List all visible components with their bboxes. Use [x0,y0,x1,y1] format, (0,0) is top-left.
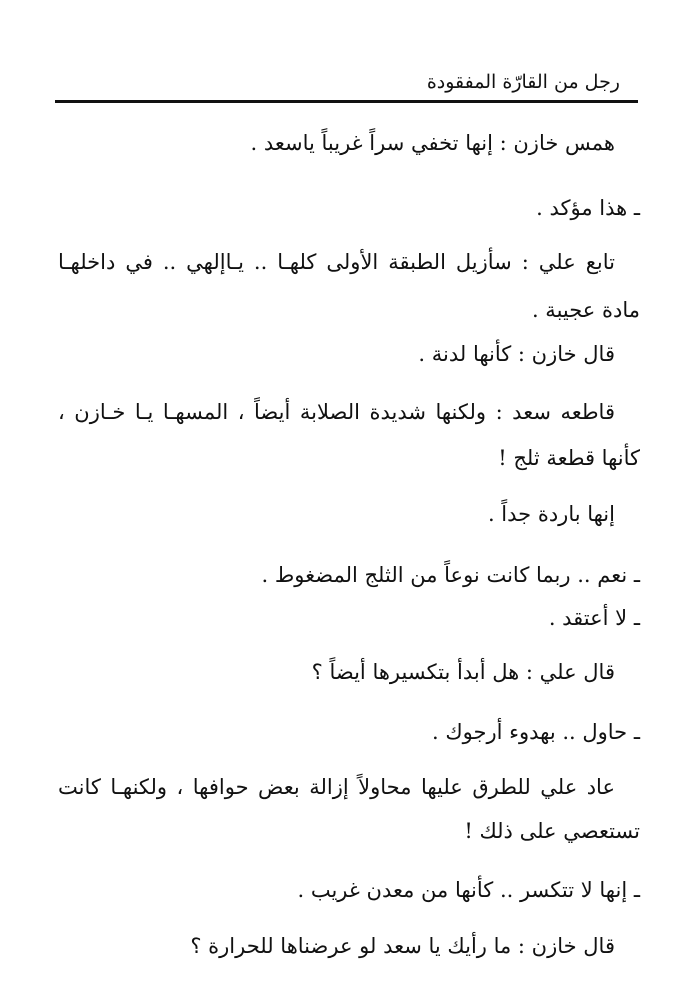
text-line: إنها باردة جداً . [487,502,615,526]
text-line: ـ لا أعتقد . [548,606,640,630]
text-line: تستعصي على ذلك ! [464,819,640,843]
text-line: عاد علي للطرق عليها محاولاً إزالة بعض حوافها ، ولكنهـا كانت [58,775,615,799]
text-line: ـ نعم .. ربما كانت نوعاً من الثلج المضغوط . [261,563,640,587]
text-line: ـ إنها لا تتكسر .. كأنها من معدن غريب . [297,878,640,902]
text-line: قال خازن : كأنها لدنة . [418,342,615,366]
text-line: ـ حاول .. بهدوء أرجوك . [431,720,640,744]
text-line: تابع علي : سأزيل الطبقة الأولى كلهـا .. يـاإلهي .. في داخلهـا [58,250,615,274]
text-line: ـ هذا مؤكد . [536,196,640,220]
text-line: مادة عجيبة . [531,298,640,322]
text-line: همس خازن : إنها تخفي سراً غريباً ياسعد . [250,131,615,155]
text-line: كأنها قطعة ثلج ! [498,446,640,470]
header-rule [55,100,638,103]
running-header: رجل من القارّة المفقودة [426,71,620,93]
text-line: قال خازن : ما رأيك يا سعد لو عرضناها للحرارة ؟ [190,934,615,958]
text-line: قاطعه سعد : ولكنها شديدة الصلابة أيضاً ، المسهـا يـا خـازن ، [58,400,615,424]
text-line: قال علي : هل أبدأ بتكسيرها أيضاً ؟ [311,660,615,684]
